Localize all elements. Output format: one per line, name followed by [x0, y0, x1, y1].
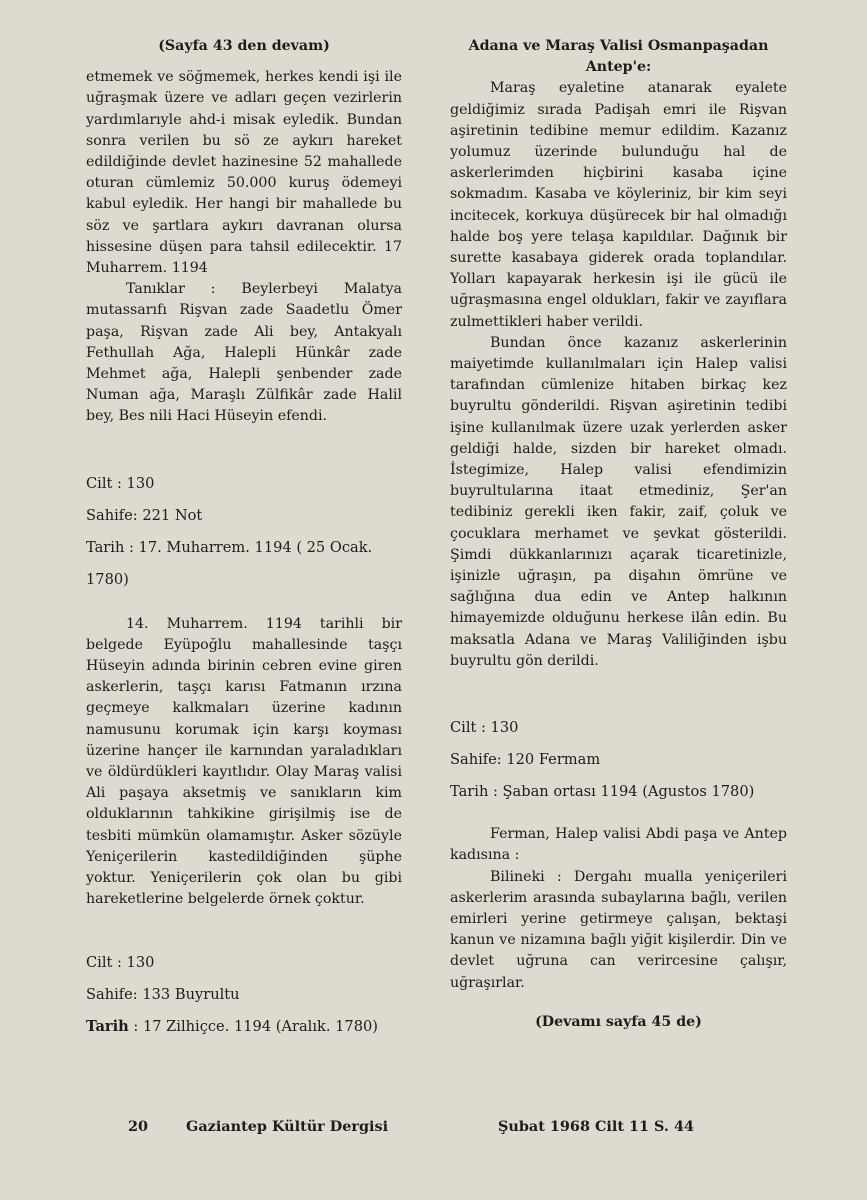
left-paragraph-3: 14. Muharrem. 1194 tarihli bir belgede Eyüpoğlu mahallesinde taşçı Hüseyin adında birinin cebren evine giren askerlerin, taşçı karısı Fatmanın ırzına geçmeye kalkmaları üzerine kadının namusunu korumak için karşı koyması üzerine hançer ile karnından yaraladıkları ve öldürdükleri kayıtlıdır. Olay Maraş valisi Ali paşaya aksetmiş ve sanıkların kim olduklarının tahkikine girişilmiş ise de tesbiti mümkün olamamıştır. Asker sözüyle Yeniçerilerin kastedildiğinden şüphe yoktur. Yeniçerilerin çok olan bu gibi hareketlerine belgelerde örnek çoktur. — [86, 615, 402, 908]
meta-tarih-label: Tarih — [86, 1017, 129, 1035]
page-number: 20 — [128, 1118, 149, 1135]
continued-from-header: (Sayfa 43 den devam) — [158, 38, 330, 54]
right-column — [450, 36, 787, 1033]
letter-heading: Adana ve Maraş Valisi Osmanpaşadan Antep'e: — [468, 38, 769, 76]
left-paragraph-1: etmemek ve söğmemek, herkes kendi işi ile uğraşmak üzere ve adları geçen vezirlerin yardımlarıyle ahd-i misak eyledik. Bundan sonra verilen bu sö ze aykırı hareket edildiğinde devlet hazinesine 52 mahallede oturan cümlemiz 50.000 kuruş ödemeyi kabul eyledik. Her hangi bir mahallede bu söz ve şartlara aykırı davranan olursa hissesine düşen para tahsil edilecektir. 17 Muharrem. 1194 — [86, 69, 402, 277]
meta-cilt: Cilt : 130 — [450, 719, 519, 737]
meta-tarih — [86, 1011, 402, 1043]
meta-tarih-value: : Şaban ortası 1194 (Agustos 1780) — [492, 783, 755, 801]
continued-on-note: (Devamı sayfa 45 de) — [535, 1013, 702, 1030]
meta-cilt: Cilt : 130 — [86, 953, 155, 971]
ferman-heading: Ferman, Halep valisi Abdi paşa ve Antep kadısına : — [450, 826, 787, 864]
meta-sahife: Sahife: 221 Not — [86, 506, 203, 524]
meta-tarih-label: Tarih — [450, 783, 489, 801]
record-meta-3 — [450, 712, 787, 808]
right-paragraph-1: Maraş eyaletine atanarak eyalete geldiğimiz sırada Padişah emri ile Rişvan aşiretinin tedibine memur edildim. Kazanız yolumuz üzerinde bulunduğu hal de askerlerimden hiçbirini kasaba içine sokmadım. Kasaba ve köyleriniz, bir kim seyi incitecek, korkuya düşürecek bir hal olmadığı halde boş yere telaşa kapıldılar. Dağınık bir surette kasabaya giderek orada toplandılar. Yolları kapayarak herkesin işi ile gücü ile uğraşmasına engel oldukları, fakir ve zayıflara zulmettikleri haber verildi. — [450, 80, 787, 330]
meta-tarih — [450, 776, 787, 808]
meta-tarih-value: : 17. Muharrem. 1194 ( 25 Ocak. 1780) — [86, 538, 373, 588]
meta-tarih-value: : 17 Zilhiçce. 1194 (Aralık. 1780) — [133, 1017, 378, 1035]
meta-cilt: Cilt : 130 — [86, 474, 155, 492]
meta-sahife: Sahife: 133 Buyrultu — [86, 985, 240, 1003]
meta-tarih-label: Tarih — [86, 538, 125, 556]
record-meta-2 — [86, 947, 402, 1043]
record-meta-1 — [86, 468, 402, 596]
witnesses-paragraph: Tanıklar : Beylerbeyi Malatya mutassarıfı Rişvan zade Saadetlu Ömer paşa, Rişvan zade Ali bey, Antakyalı Fethullah Ağa, Halepli Hünkâr zade Mehmet ağa, Halepli şenbender zade Numan ağa, Maraşlı Zülfikâr zade Halil bey, Bes nili Haci Hüseyin efendi. — [86, 281, 402, 425]
left-column — [86, 36, 402, 1043]
ferman-body: Bilineki : Dergahı mualla yeniçerileri askerlerim arasında subaylarına bağlı, verilen emirleri yerine getirmeye çalışan, bektaşi kanun ve nizamına bağlı yiğit kişilerdir. Din ve devlet uğruna can verircesine çalışır, uğraşırlar. — [450, 868, 787, 991]
right-paragraph-2: Bundan önce kazanız askerlerinin maiyetimde kullanılmaları için Halep valisi tarafından cümlenize hitaben birkaç kez buyrultu gönderildi. Rişvan aşiretinin tedibi işine kullanılmak üzere uzak yerlerden asker geldiği halde, sizden bir hareket olmadı. İstegimize, Halep valisi efendimizin buyrultularına itaat etmediniz, Şer'an tedibiniz gerekli iken fakir, zaif, çoluk ve çocuklara merhamet ve şevkat gösterildi. Şimdi dükkanlarınızı açarak ticaretinizle, işinizle uğraşın, pa dişahın ömrüne ve sağlığına dua edin ve Antep halkının himayemizde olduğunu herkese ilân edin. Bu maksatla Adana ve Maraş Valiliğinden işbu buyrultu gön derildi. — [450, 334, 787, 669]
magazine-title: Gaziantep Kültür Dergisi — [186, 1118, 389, 1135]
issue-info: Şubat 1968 Cilt 11 S. 44 — [498, 1118, 694, 1135]
meta-tarih — [86, 532, 402, 596]
meta-sahife: Sahife: 120 Fermam — [450, 751, 601, 769]
footer-left — [128, 1118, 388, 1135]
